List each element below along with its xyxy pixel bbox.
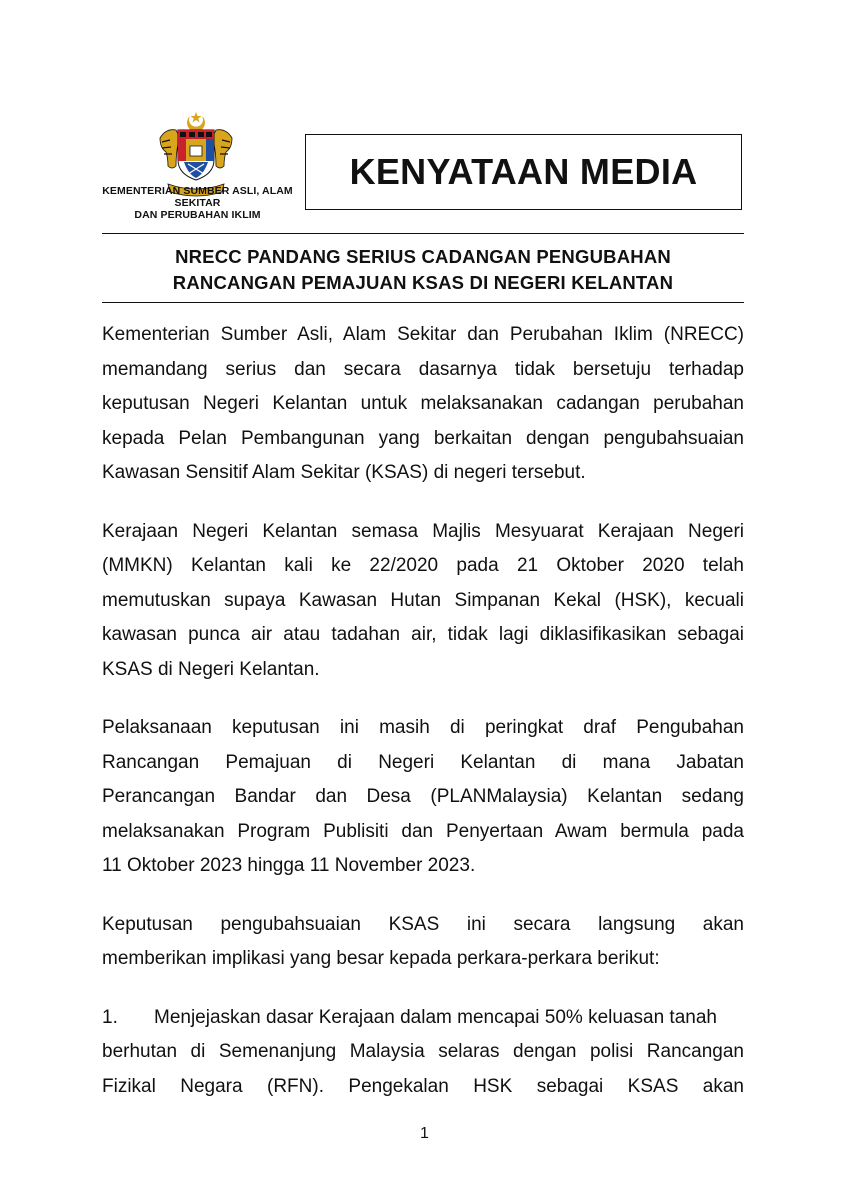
text-line: Rancangan Pemajuan di Negeri Kelantan di mana Jabatan — [102, 751, 744, 773]
list-item-first-line — [102, 1001, 744, 1036]
text-line: Kerajaan Negeri Kelantan semasa Majlis Mesyuarat Kerajaan Negeri — [102, 520, 744, 542]
ministry-name-line: KEMENTERIAN SUMBER ASLI, ALAM SEKITAR — [102, 185, 293, 209]
text-line: Perancangan Bandar dan Desa (PLANMalaysia) Kelantan sedang — [102, 786, 744, 807]
text-line: Fizikal Negara (RFN). Pengekalan HSK sebagai KSAS akan — [102, 1075, 744, 1097]
body-text — [102, 318, 744, 1128]
text-line: Pelaksanaan keputusan ini masih di peringkat draf Pengubahan — [102, 717, 744, 738]
text-line: memandang serius dan secara dasarnya tidak bersetuju terhadap — [102, 358, 744, 380]
list-item-1 — [102, 1001, 744, 1105]
ministry-name-line: DAN PERUBAHAN IKLIM — [134, 209, 261, 221]
text-line: 11 Oktober 2023 hingga 11 November 2023. — [102, 855, 476, 876]
text-line: kepada Pelan Pembangunan yang berkaitan dengan pengubahsuaian — [102, 427, 744, 449]
headline-line: NRECC PANDANG SERIUS CADANGAN PENGUBAHAN — [175, 246, 671, 267]
text-line: memutuskan supaya Kawasan Hutan Simpanan Kekal (HSK), kecuali — [102, 589, 744, 611]
headline — [102, 244, 744, 296]
text-line: Kawasan Sensitif Alam Sekitar (KSAS) di negeri tersebut. — [102, 462, 586, 483]
ministry-name — [100, 185, 295, 221]
document-type-title: KENYATAAN MEDIA — [349, 151, 698, 192]
document-type-box — [305, 134, 742, 210]
paragraph-3 — [102, 711, 744, 884]
paragraph-2 — [102, 515, 744, 688]
headline-bottom-rule — [102, 302, 744, 303]
text-line: KSAS di Negeri Kelantan. — [102, 658, 320, 680]
list-item-first-line-text: Menjejaskan dasar Kerajaan dalam mencapai 50% keluasan tanah — [154, 1006, 717, 1028]
page-number: 1 — [420, 1125, 429, 1142]
paragraph-1 — [102, 318, 744, 491]
text-line: keputusan Negeri Kelantan untuk melaksanakan cadangan perubahan — [102, 393, 744, 414]
text-line: melaksanakan Program Publisiti dan Penyertaan Awam bermula pada — [102, 820, 744, 842]
text-line: (MMKN) Kelantan kali ke 22/2020 pada 21 Oktober 2020 telah — [102, 555, 744, 576]
list-item-number: 1. — [102, 1006, 118, 1028]
text-line: Keputusan pengubahsuaian KSAS ini secara langsung akan — [102, 913, 744, 935]
text-line: kawasan punca air atau tadahan air, tidak lagi diklasifikasikan sebagai — [102, 624, 744, 645]
text-line: berhutan di Semenanjung Malaysia selaras dengan polisi Rancangan — [102, 1041, 744, 1062]
text-line: Kementerian Sumber Asli, Alam Sekitar dan Perubahan Iklim (NRECC) — [102, 324, 744, 345]
paragraph-4 — [102, 908, 744, 977]
headline-top-rule — [102, 233, 744, 234]
headline-line: RANCANGAN PEMAJUAN KSAS DI NEGERI KELANTAN — [172, 272, 674, 293]
text-line: memberikan implikasi yang besar kepada perkara-perkara berikut: — [102, 948, 660, 969]
